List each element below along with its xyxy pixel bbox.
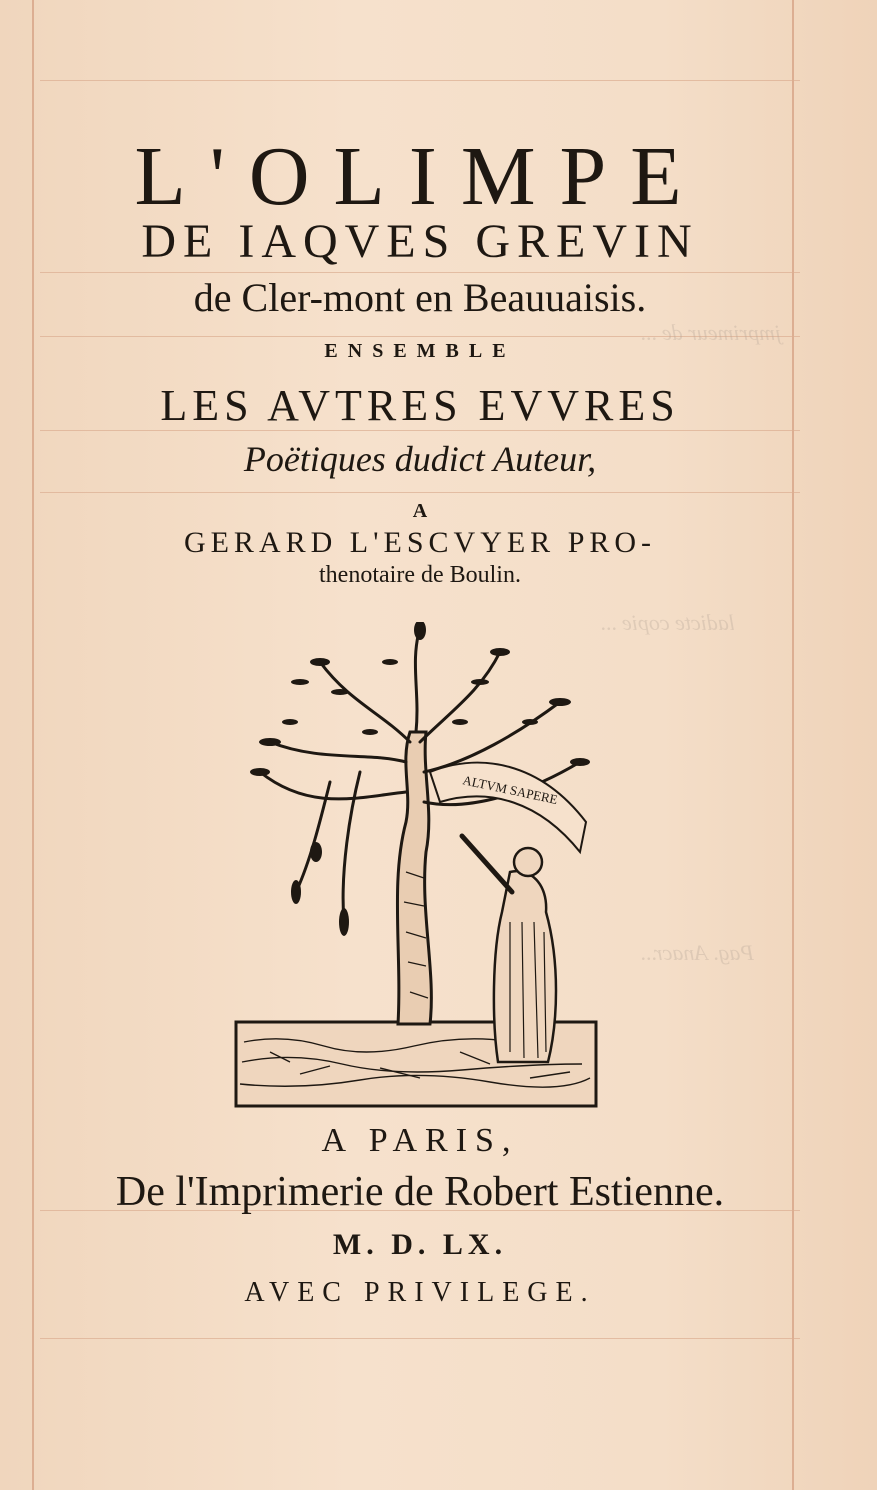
ruled-line bbox=[40, 1338, 800, 1339]
dedicatee-title-line: thenotaire de Boulin. bbox=[319, 562, 521, 588]
autres-oeuvres-line: LES AVTRES EVVRES bbox=[160, 381, 680, 430]
author-origin-line: de Cler-mont en Beauuaisis. bbox=[193, 275, 647, 320]
author-line: DE IAQVES GREVIN bbox=[141, 215, 699, 268]
ruled-line bbox=[40, 272, 800, 273]
show-through-text: Pag. Anacr... bbox=[640, 940, 754, 965]
imprint-date-line: M. D. LX. bbox=[332, 1228, 508, 1261]
poetiques-line: Poëtiques dudict Auteur, bbox=[243, 439, 597, 479]
motto-text: ALTVM SAPERE bbox=[461, 772, 560, 808]
show-through-text: ladicte copie ... bbox=[600, 610, 736, 635]
ruled-line bbox=[40, 80, 800, 81]
dedicatee-line: GERARD L'ESCVYER PRO- bbox=[183, 526, 657, 559]
dedication-a-line: A bbox=[412, 500, 428, 522]
show-through-text: jmprimeur de ... bbox=[640, 320, 782, 345]
margin-rule-left bbox=[32, 0, 34, 1490]
title-line-olimpe: L'OLIMPE bbox=[134, 130, 706, 223]
imprint-printer-line: De l'Imprimerie de Robert Estienne. bbox=[115, 1169, 725, 1215]
motto-banner bbox=[430, 763, 586, 852]
ruled-line bbox=[40, 492, 800, 493]
ensemble-line: ENSEMBLE bbox=[324, 340, 516, 362]
privilege-line: AVEC PRIVILEGE. bbox=[244, 1277, 596, 1308]
tree-trunk bbox=[397, 732, 431, 1024]
imprint-place-line: A PARIS, bbox=[321, 1122, 519, 1159]
printers-device-woodcut bbox=[230, 622, 610, 1110]
